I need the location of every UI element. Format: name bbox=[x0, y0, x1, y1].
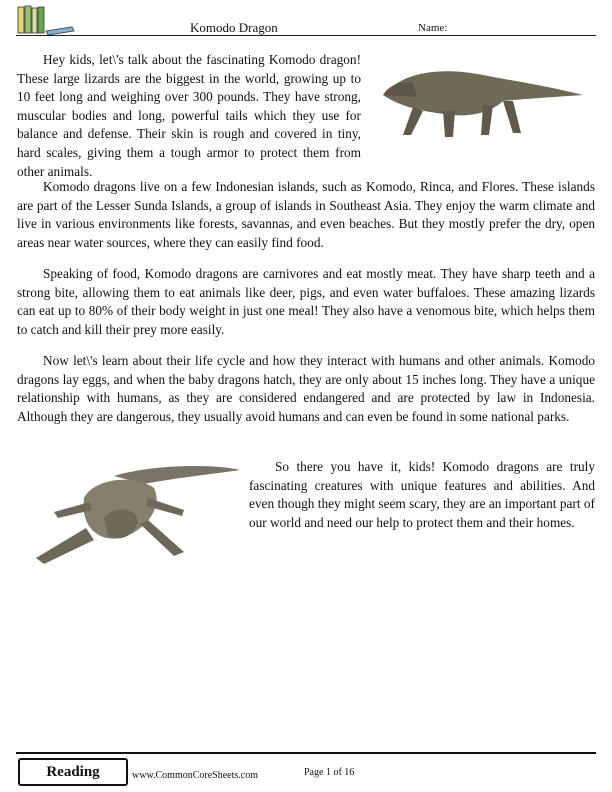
paragraph-2-block bbox=[17, 178, 595, 252]
paragraph-4-block bbox=[17, 352, 595, 426]
site-url[interactable]: www.CommonCoreSheets.com bbox=[132, 770, 259, 781]
paragraph-1: Hey kids, let\'s talk about the fascinating Komodo dragon! These large lizards are the biggest in the world, growing up to 10 feet long and weighing over 300 pounds. They have strong, muscular bodies and long, powerful tails which they use for balance and defense. Their skin is rough and covered in tiny, hard scales, giving them a tough armor to protect them from other animals. bbox=[17, 52, 361, 179]
header-divider bbox=[16, 35, 596, 36]
paragraph-3-block bbox=[17, 265, 595, 339]
paragraph-4: Now let\'s learn about their life cycle and how they interact with humans and other animals. Komodo dragons lay eggs, and when the baby dragons hatch, they are only about 15 inches long. They have a unique relationship with humans, as they are considered endangered and are protected by law in Indonesia. Although they are dangerous, they usually avoid humans and can even be found in some national parks. bbox=[17, 353, 595, 424]
page-title: Komodo Dragon bbox=[190, 20, 278, 35]
paragraph-1-block bbox=[17, 51, 595, 181]
books-logo-icon bbox=[16, 4, 76, 36]
page-header bbox=[0, 0, 612, 40]
subject-badge: Reading bbox=[18, 758, 128, 786]
paragraph-2: Komodo dragons live on a few Indonesian islands, such as Komodo, Rinca, and Flores. These islands are part of the Lesser Sunda Islands, a group of islands in Southeast Asia. They enjoy the warm climate and live in various environments like forests, savannas, and even beaches. But they mostly prefer the dry, open areas near water sources, where they can easily find food. bbox=[17, 179, 595, 250]
komodo-dragon-resting-image bbox=[24, 458, 244, 570]
paragraph-5-block bbox=[249, 458, 595, 532]
page-number: Page 1 of 16 bbox=[304, 767, 355, 778]
komodo-dragon-walking-image bbox=[373, 51, 595, 143]
paragraph-3: Speaking of food, Komodo dragons are carnivores and eat mostly meat. They have sharp teeth and a strong bite, allowing them to eat animals like deer, pigs, and even water buffaloes. These amazing lizards can eat up to 80% of their body weight in just one meal! They also have a venomous bite, which helps them to catch and kill their prey more easily. bbox=[17, 266, 595, 337]
paragraph-5: So there you have it, kids! Komodo dragons are truly fascinating creatures with unique features and abilities. And even though they might seem scary, they are an important part of our world and need our help to protect them and their homes. bbox=[249, 459, 595, 530]
name-label: Name: bbox=[418, 22, 448, 34]
footer-divider bbox=[16, 752, 596, 754]
